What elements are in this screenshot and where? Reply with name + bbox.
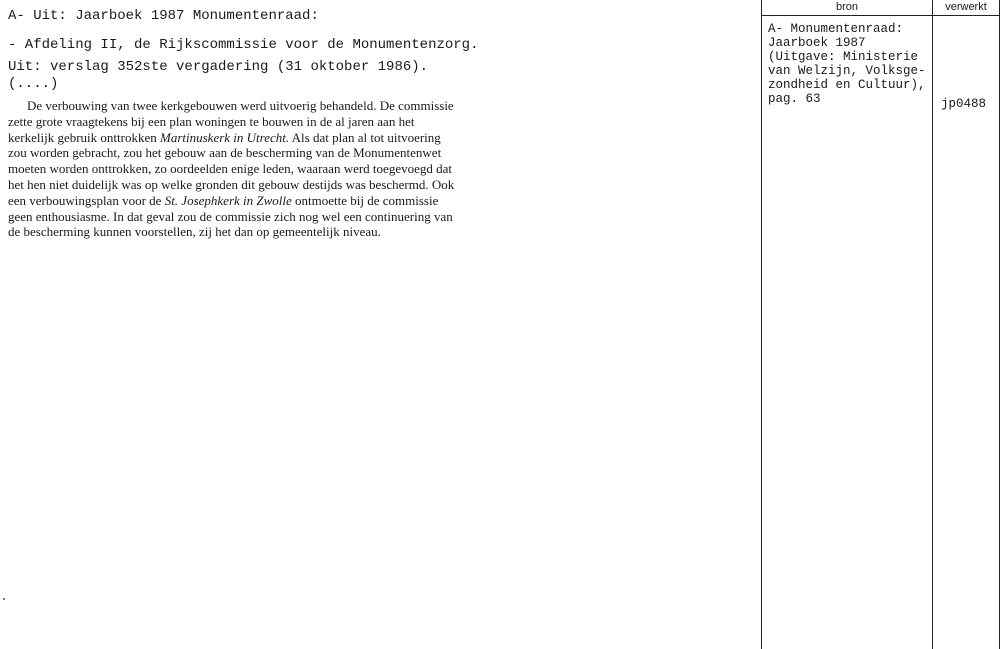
bron-line: Jaarboek 1987 (768, 36, 866, 50)
scan-speck (3, 598, 5, 600)
header-meeting-line: Uit: verslag 352ste vergadering (31 oktober 1986). (8, 59, 429, 75)
body-line: De verbouwing van twee kerkgebouwen werd uitvoerig behandeld. De commissie (27, 98, 454, 113)
bron-line: van Welzijn, Volksge- (768, 64, 926, 78)
column-divider-left (761, 0, 762, 649)
bron-line: A- Monumentenraad: (768, 22, 904, 36)
column-divider-middle (932, 0, 933, 649)
body-line (8, 193, 518, 209)
body-line: zou worden gebracht, zou het gebouw aan de bescherming van de Monumentenwet (8, 145, 442, 161)
bron-source-text (768, 22, 926, 106)
verwerkt-column-header: verwerkt (945, 1, 987, 13)
bron-line: (Uitgave: Ministerie (768, 50, 919, 64)
header-department-line: - Afdeling II, de Rijkscommissie voor de Monumentenzorg. (8, 37, 479, 53)
church-name-martinuskerk: Martinuskerk in Utrecht. (160, 129, 290, 145)
verwerkt-code: jp0488 (941, 97, 987, 111)
body-line: zette grote vraagtekens bij een plan woningen te bouwen in de al jaren aan het (8, 113, 415, 129)
bron-line: pag. 63 (768, 92, 821, 106)
bron-column-header: bron (835, 1, 859, 13)
body-line: moeten worden onttrokken, zo oordeelden enige leden, waaraan werd toegevoegd dat (8, 161, 452, 177)
header-source-line: A- Uit: Jaarboek 1987 Monumentenraad: (8, 8, 319, 24)
body-line (8, 130, 518, 146)
bron-line: zondheid en Cultuur), (768, 78, 926, 92)
church-name-josephkerk: St. Josephkerk in Zwolle (164, 192, 292, 208)
body-paragraph (8, 98, 518, 240)
body-line-text: ontmoette bij de commissie (291, 192, 439, 208)
body-line-text: Als dat plan al tot uitvoering (289, 129, 441, 145)
header-ellipsis: (....) (8, 76, 59, 92)
body-line: geen enthousiasme. In dat geval zou de commissie zich nog wel een continuering van (8, 208, 453, 224)
body-line-text: kerkelijk gebruik onttrokken (8, 129, 160, 145)
body-line-text: een verbouwingsplan voor de (8, 192, 165, 208)
column-header-rule (761, 15, 1000, 16)
body-line: de bescherming kunnen voorstellen, zij het dan op gemeentelijk niveau. (8, 224, 381, 240)
body-line: het hen niet duidelijk was op welke gronden dit gebouw destijds was beschermd. Ook (8, 176, 455, 192)
